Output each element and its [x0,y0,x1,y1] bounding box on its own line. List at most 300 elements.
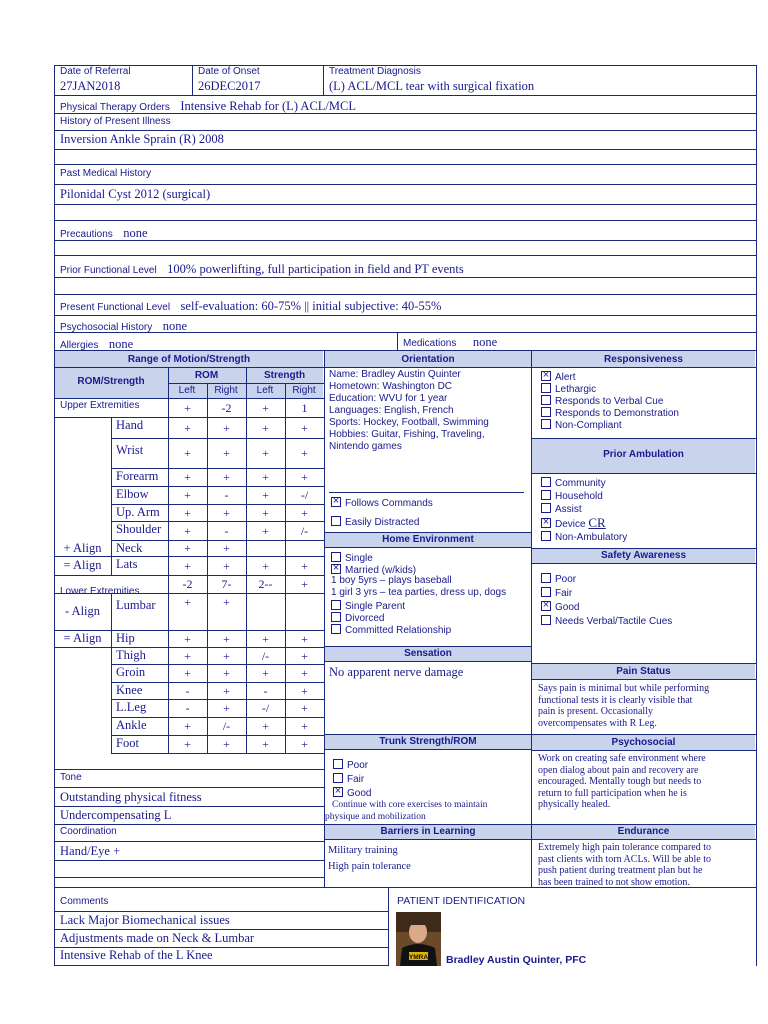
rule [54,769,324,770]
rule [168,556,169,575]
single-parent-label: Single Parent [345,601,406,612]
psychosocial-text [538,753,706,811]
rom-value-cell: + [301,701,308,715]
pain-line: functional tests it is clearly visible that [538,694,693,706]
rom-value-cell: 7- [221,577,232,591]
demonstration-option[interactable] [541,406,679,418]
rom-value-cell: + [184,400,191,415]
rule [111,593,112,630]
rule [531,839,756,840]
safety-options [541,572,672,628]
rom-value-cell: + [184,737,191,751]
checkbox-icon[interactable] [331,624,341,634]
rule [329,492,524,493]
trunk-good-label: Good [347,788,372,799]
rule [54,965,388,966]
trunk-fair-label: Fair [347,774,365,785]
rule [531,679,756,680]
trunk-poor-label: Poor [347,760,369,771]
medications-label: Medications [403,338,457,349]
checkbox-icon[interactable] [333,759,343,769]
follows-commands-option[interactable] [331,496,433,508]
strength-right-header: Right [292,385,316,396]
community-option[interactable] [541,476,627,489]
comment-line: Adjustments made on Neck & Lumbar [60,931,255,945]
rom-value-cell: 1 [301,400,308,415]
rule [54,130,756,131]
checkbox-icon[interactable] [541,419,551,429]
rule [207,647,208,664]
prior-level-row [60,260,464,278]
rule [111,438,112,468]
rule [285,556,286,575]
rule [246,717,247,735]
responsiveness-options [541,370,679,430]
rule [207,521,208,540]
orientation-title: Orientation [401,354,455,365]
patient-id-label: PATIENT IDENTIFICATION [397,895,526,907]
endurance-line: push patient during treatment plan but he [538,865,703,876]
body-part-label: Neck [116,541,143,555]
rule [54,787,324,788]
pain-line: overcompensates with R Leg. [538,717,657,729]
rom-value-cell: + [184,719,191,733]
rule [207,717,208,735]
non-compliant-label: Non-Compliant [555,420,622,431]
rom-value-cell: /- [300,523,309,538]
rule [324,547,531,548]
coordination-value: Hand/Eye + [60,844,121,858]
rule [285,593,286,630]
married-option[interactable] [331,563,506,575]
checkbox-icon[interactable] [541,503,551,513]
orientation-line: Languages: English, French [329,405,454,416]
easily-distracted-label: Easily Distracted [345,517,420,528]
comments-label: Comments [60,896,109,907]
allergies-label: Allergies [60,340,99,351]
rule [207,682,208,699]
household-option[interactable] [541,489,627,502]
present-level-value: self-evaluation: 60-75% || initial subjective: 40-55% [180,299,442,313]
checkbox-checked-icon[interactable] [331,497,341,507]
rule [246,647,247,664]
barriers-line: High pain tolerance [328,861,411,872]
rule [246,575,247,593]
committed-option[interactable] [331,623,506,635]
rule [207,486,208,504]
checkbox-icon[interactable] [541,531,551,541]
rule [207,593,208,630]
rom-value-cell: + [262,558,269,573]
rule [397,332,398,350]
non-compliant-option[interactable] [541,418,679,430]
kid-line: 1 boy 5yrs – plays baseball [331,575,452,586]
rule [324,350,325,887]
rom-value-cell: 2-- [258,577,273,591]
rule [111,735,112,753]
rule [207,417,208,438]
needs-cues-label: Needs Verbal/Tactile Cues [555,616,673,627]
non-ambulatory-option[interactable] [541,530,627,543]
rom-value-cell: - [224,488,229,502]
orientation-line: Education: WVU for 1 year [329,393,448,404]
body-part-label: Wrist [116,443,144,457]
rule [168,468,169,486]
rule [285,398,286,417]
rule [207,468,208,486]
endurance-line: past clients with torn ACLs. Will be able to [538,853,712,865]
onset-label: Date of Onset [198,66,260,77]
rule [54,398,324,399]
rom-strength-header: ROM/Strength [77,376,145,387]
married-label: Married (w/kids) [345,565,417,576]
pain-line: pain is present. Occasionally [538,706,653,717]
rule [285,417,286,438]
rule [285,504,286,521]
checkbox-icon[interactable] [331,612,341,622]
rom-value-cell: + [223,666,230,680]
rom-value-cell: -/ [261,701,270,715]
rule [111,664,112,682]
rom-value-cell: + [184,470,191,484]
device-option[interactable] [541,515,627,530]
responsiveness-title: Responsiveness [604,354,683,365]
svg-text:YMRA: YMRA [408,954,429,961]
rule [285,486,286,504]
hpi-label: History of Present Illness [60,116,171,127]
rom-value-cell: + [301,446,308,460]
rule [207,575,208,593]
pmh-value: Pilonidal Cyst 2012 (surgical) [60,187,211,201]
rule [207,630,208,647]
checkbox-checked-icon[interactable] [541,371,551,381]
body-part-label: Forearm [116,469,159,483]
rule [54,575,324,576]
rom-value-cell: + [223,737,230,751]
rule [285,468,286,486]
rule [168,438,169,468]
safety-good-option[interactable] [541,600,672,614]
pain-status-title: Pain Status [616,666,671,677]
rule [111,682,112,699]
rule [285,647,286,664]
tone-line: Undercompensating L [60,808,172,822]
trunk-fair-option[interactable] [333,772,371,784]
rule [285,717,286,735]
body-part-label: Knee [116,683,143,697]
comment-line: Lack Major Biomechanical issues [60,913,230,927]
orientation-line: Hobbies: Guitar, Fishing, Traveling, [329,429,485,440]
safety-poor-option[interactable] [541,572,672,586]
body-part-label: Elbow [116,487,149,501]
committed-label: Committed Relationship [345,625,452,636]
rule [207,438,208,468]
checkbox-icon[interactable] [541,587,551,597]
rule [324,661,531,662]
rule [168,367,169,398]
endurance-text [538,842,711,888]
rule [207,735,208,753]
rom-value-cell: + [301,470,308,484]
single-parent-option[interactable] [331,599,506,611]
barriers-title: Barriers in Learning [380,826,476,837]
rule [207,383,208,398]
body-part-label: Lats [116,557,138,571]
household-label: Household [555,491,603,502]
verbal-cue-label: Responds to Verbal Cue [555,396,664,407]
rom-value-cell: + [301,666,308,680]
checkbox-icon[interactable] [541,477,551,487]
rom-header: ROM [194,370,219,381]
rule [54,593,324,594]
barriers-line: Military training [328,845,398,856]
rule [168,593,169,630]
rule [531,750,756,751]
endurance-line: has been trained to not show emotion. [538,876,690,888]
checkbox-checked-icon[interactable] [541,601,551,611]
rule [285,521,286,540]
rom-value-cell: + [301,505,308,520]
rule [168,664,169,682]
rom-value-cell: + [262,631,269,646]
rom-value-cell: + [184,505,191,520]
rom-value-cell: + [184,595,191,609]
rom-value-cell: + [301,631,308,646]
pmh-label: Past Medical History [60,168,152,179]
rom-value-cell: + [301,737,308,751]
psychosocial-line: return to full participation when he is [538,787,687,799]
rom-value-cell: + [184,523,191,538]
trunk-note: physique and mobilization [325,812,426,822]
lethargic-option[interactable] [541,382,679,394]
rule [324,749,531,750]
rule [323,65,324,95]
rule [324,839,531,840]
rom-value-cell: + [262,470,269,484]
rom-value-cell: + [223,420,230,435]
prior-level-label: Prior Functional Level [60,265,157,276]
rom-value-cell: + [262,666,269,680]
rule [111,647,112,664]
strength-left-header: Left [256,385,274,396]
rom-value-cell: /- [222,719,231,733]
verbal-cue-option[interactable] [541,394,679,406]
orientation-lines [329,369,489,453]
rom-value-cell: + [223,595,230,609]
rule [168,717,169,735]
community-label: Community [555,478,606,489]
checkbox-icon[interactable] [541,490,551,500]
body-part-label: Thigh [116,648,146,662]
rom-value-cell: + [223,541,230,555]
rule [111,717,112,735]
checkbox-checked-icon[interactable] [333,787,343,797]
safety-fair-option[interactable] [541,586,672,600]
diagnosis-value: (L) ACL/MCL tear with surgical fixation [329,79,535,93]
single-label: Single [345,553,373,564]
rule [54,860,324,861]
rule [246,367,247,398]
checkbox-checked-icon[interactable] [541,518,551,528]
rule [531,473,756,474]
checkbox-icon[interactable] [331,552,341,562]
rule [168,504,169,521]
rule [111,540,112,556]
checkbox-icon[interactable] [541,407,551,417]
easily-distracted-option[interactable] [331,515,419,527]
alert-option[interactable] [541,370,679,382]
rom-value-cell: + [223,631,230,646]
pain-status-text [538,683,709,729]
endurance-line: Extremely high pain tolerance compared to [538,842,711,853]
rule [246,417,247,438]
trunk-poor-option[interactable] [333,758,371,770]
rule [54,184,756,185]
checkbox-icon[interactable] [331,600,341,610]
rom-value-cell: + [262,488,269,502]
body-part-label: Up. Arm [116,505,160,519]
kid-line: 1 girl 3 yrs – tea parties, dress up, dogs [331,587,507,598]
endurance-title: Endurance [617,826,670,837]
patient-photo [396,912,441,966]
pt-orders-value: Intensive Rehab for (L) ACL/MCL [180,99,356,113]
rom-value-cell: + [184,648,191,663]
non-ambulatory-label: Non-Ambulatory [555,532,628,543]
checkbox-icon[interactable] [541,615,551,625]
psychosocial-history-value: none [162,319,188,333]
pt-orders-label: Physical Therapy Orders [60,102,170,113]
rule [54,417,324,418]
psychosocial-line: encouraged. Mentally tough but needs to [538,776,702,787]
divorced-option[interactable] [331,611,506,623]
rom-value-cell: + [184,446,191,460]
rom-value-cell: + [184,488,191,502]
rule [111,438,324,439]
alignment-label: - Align [64,604,101,618]
rule [285,735,286,753]
checkbox-icon[interactable] [541,573,551,583]
rom-value-cell: + [301,558,308,573]
rule [111,417,112,438]
body-part-label: Foot [116,736,139,750]
strength-header: Strength [263,370,306,381]
needs-cues-option[interactable] [541,614,672,628]
rule [111,468,112,486]
prior-ambulation-title: Prior Ambulation [603,449,684,460]
rule [246,398,247,417]
checkbox-checked-icon[interactable] [331,564,341,574]
checkbox-icon[interactable] [331,516,341,526]
allergies-value: none [108,337,134,351]
rule [54,255,756,256]
rule [54,911,388,912]
psychosocial-line: Work on creating safe environment where [538,753,706,764]
rule [285,630,286,647]
orientation-line: Nintendo games [329,441,402,452]
rom-title: Range of Motion/Strength [127,354,251,365]
referral-value: 27JAN2018 [60,79,121,93]
rom-value-cell: + [223,470,230,484]
tone-label: Tone [60,772,82,783]
rom-value-cell: + [223,558,230,573]
checkbox-icon[interactable] [541,395,551,405]
present-level-row [60,297,441,315]
rule [285,438,286,468]
rule [111,521,112,540]
rom-value-cell: + [262,420,269,435]
rule [756,65,757,966]
rule [168,417,169,438]
rule [54,556,324,557]
demonstration-label: Responds to Demonstration [555,408,679,419]
rule [111,699,112,717]
trunk-good-option[interactable] [333,786,371,798]
body-part-label: Shoulder [116,522,162,536]
trunk-note: Continue with core exercises to maintain [332,800,488,810]
rule [168,647,169,664]
lower-extremities-label: Lower Extremities [60,586,140,597]
body-part-label: Groin [116,665,146,679]
checkbox-icon[interactable] [333,773,343,783]
rom-value-cell: - [185,683,190,698]
precautions-value: none [123,226,148,240]
rule [388,887,389,966]
rule [246,682,247,699]
pain-line: Says pain is minimal but while performing [538,683,710,694]
rule [285,540,286,556]
device-value: CR [588,515,606,530]
rom-value-cell: + [223,446,230,460]
rule [246,438,247,468]
safety-title: Safety Awareness [600,550,687,561]
patient-name: Bradley Austin Quinter, PFC [446,954,587,966]
rule [246,699,247,717]
rule [54,65,55,966]
rule [168,398,169,417]
rom-value-cell: + [262,400,269,415]
checkbox-icon[interactable] [541,383,551,393]
rom-value-cell: + [301,648,308,663]
rom-value-cell: -2 [182,577,193,591]
medications-value: none [472,335,498,349]
rom-left-header: Left [178,385,196,396]
rom-value-cell: -2 [221,400,232,415]
rom-value-cell: + [262,719,269,733]
rule [111,556,112,575]
rule [531,350,532,887]
rom-value-cell: + [262,446,269,460]
rule [111,486,112,504]
rule [54,277,756,278]
rule [168,735,169,753]
assist-label: Assist [555,504,582,515]
single-option[interactable] [331,551,506,563]
rule [246,504,247,521]
rule [285,383,286,398]
rule [168,540,169,556]
rule [111,630,112,647]
alignment-label: = Align [63,558,102,572]
upper-extremities-label: Upper Extremities [60,400,140,411]
rule [168,521,169,540]
sensation-title: Sensation [404,648,452,659]
rule [54,315,756,316]
rule [207,556,208,575]
rule [207,540,208,556]
comment-line: Intensive Rehab of the L Knee [60,948,213,962]
assist-option[interactable] [541,502,627,515]
rom-value-cell: + [223,505,230,520]
